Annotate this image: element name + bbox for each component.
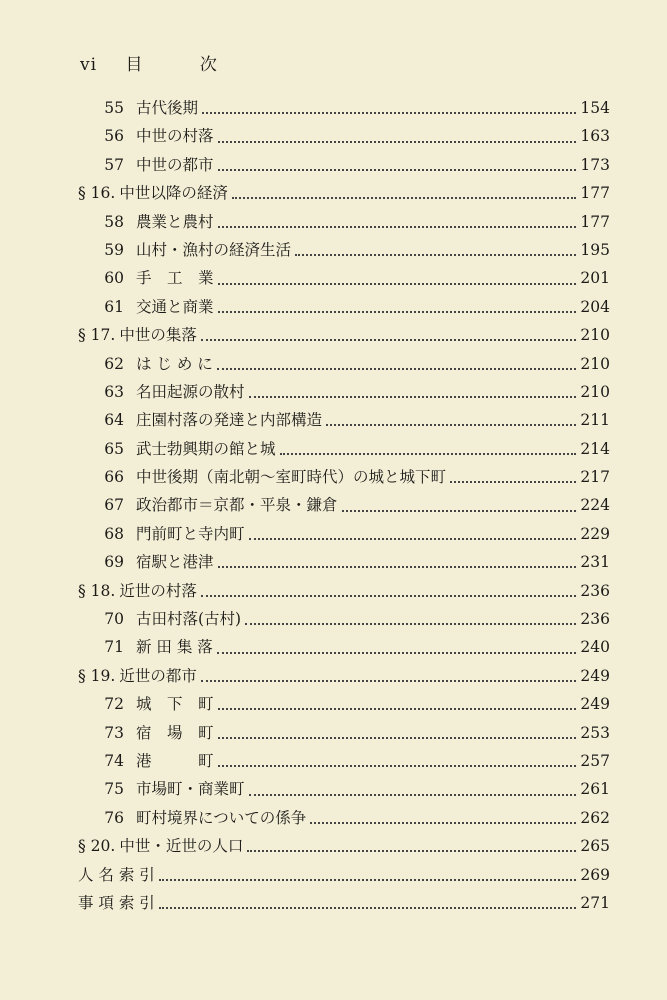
page-reference: 214	[580, 439, 610, 458]
toc-section[interactable]	[78, 323, 610, 351]
dot-leader	[218, 283, 576, 285]
entry-number: 75	[104, 780, 124, 799]
entry-number: 68	[104, 524, 124, 543]
dot-leader	[326, 424, 576, 426]
page-reference: 249	[580, 695, 610, 714]
page-reference: 271	[580, 893, 610, 912]
page-reference: 224	[580, 496, 610, 515]
toc-section[interactable]	[78, 664, 610, 692]
entry-number: 59	[104, 240, 124, 259]
page-reference: 262	[580, 808, 610, 827]
section-number: § 18.	[78, 581, 116, 600]
entry-title: 人 名 索 引	[78, 865, 155, 884]
entry-number: 64	[104, 411, 124, 430]
entry-number: 58	[104, 212, 124, 231]
page-number: vi	[80, 55, 98, 75]
entry-number: 56	[104, 127, 124, 146]
toc-entry[interactable]	[78, 295, 610, 323]
dot-leader	[159, 879, 576, 881]
page-reference: 257	[580, 751, 610, 770]
section-number: § 17.	[78, 326, 116, 345]
page-reference: 211	[580, 411, 610, 430]
entry-title: 手 工 業	[136, 269, 214, 288]
section-number: § 20.	[78, 837, 116, 856]
entry-title: 武士勃興期の館と城	[136, 439, 276, 458]
page-reference: 249	[580, 666, 610, 685]
dot-leader	[217, 368, 576, 370]
entry-number: 76	[104, 808, 124, 827]
entry-title: 古代後期	[136, 99, 199, 117]
dot-leader	[218, 765, 576, 767]
toc-entry[interactable]	[78, 522, 610, 550]
dot-leader	[232, 197, 576, 199]
toc-entry[interactable]	[78, 465, 610, 493]
dot-leader	[202, 112, 576, 114]
entry-title: 中世・近世の人口	[119, 837, 244, 856]
page-reference: 173	[580, 155, 610, 174]
entry-title: 町村境界についての係争	[136, 808, 307, 827]
entry-title: 山村・漁村の経済生活	[136, 240, 292, 259]
toc-entry[interactable]	[78, 238, 610, 266]
entry-number: 63	[104, 382, 124, 401]
toc-section[interactable]	[78, 579, 610, 607]
page-title: 目 次	[125, 55, 243, 75]
page-reference: 269	[580, 865, 610, 884]
entry-number: 72	[104, 695, 124, 714]
toc-entry[interactable]	[78, 635, 610, 663]
page-header	[80, 50, 243, 75]
dot-leader	[218, 141, 576, 143]
entry-title: 中世の集落	[119, 326, 197, 345]
page-reference: 261	[580, 780, 610, 799]
toc-entry[interactable]	[78, 721, 610, 749]
entry-number: 57	[104, 155, 124, 174]
page-reference: 177	[580, 212, 610, 231]
entry-number: 73	[104, 723, 124, 742]
toc-entry[interactable]	[78, 210, 610, 238]
page-reference: 229	[580, 524, 610, 543]
section-number: § 16.	[78, 184, 116, 203]
page-reference: 265	[580, 837, 610, 856]
dot-leader	[201, 680, 576, 682]
page-reference: 240	[580, 638, 610, 657]
entry-title: 中世の村落	[136, 127, 214, 146]
entry-title: 近世の村落	[119, 581, 197, 600]
entry-number: 70	[104, 610, 124, 629]
entry-title: 中世後期（南北朝〜室町時代）の城と城下町	[136, 468, 447, 487]
dot-leader	[249, 538, 576, 540]
dot-leader	[201, 595, 576, 597]
dot-leader	[218, 226, 576, 228]
dot-leader	[217, 652, 576, 654]
entry-number: 74	[104, 751, 124, 770]
entry-number: 60	[104, 269, 124, 288]
toc-entry[interactable]	[78, 437, 610, 465]
section-number: § 19.	[78, 666, 116, 685]
page-reference: 236	[580, 610, 610, 629]
dot-leader	[218, 708, 576, 710]
page-reference: 204	[580, 297, 610, 316]
entry-number: 67	[104, 496, 124, 515]
entry-title: 事 項 索 引	[78, 893, 155, 912]
toc-entry[interactable]	[78, 493, 610, 521]
page-reference: 210	[580, 382, 610, 401]
toc-entry[interactable]	[78, 607, 610, 635]
page-reference: 217	[580, 468, 610, 487]
entry-title: は じ め に	[136, 354, 213, 373]
dot-leader	[310, 822, 576, 824]
entry-number: 69	[104, 553, 124, 572]
page-reference: 253	[580, 723, 610, 742]
toc-index-entry[interactable]	[78, 863, 610, 891]
toc-entry[interactable]	[78, 806, 610, 834]
dot-leader	[218, 311, 576, 313]
dot-leader	[159, 907, 576, 909]
entry-title: 中世の都市	[136, 155, 214, 174]
entry-title: 門前町と寺内町	[136, 524, 245, 543]
toc-section[interactable]	[78, 181, 610, 209]
entry-number: 62	[104, 354, 124, 373]
dot-leader	[295, 254, 576, 256]
toc-entry[interactable]	[78, 153, 610, 181]
page-reference: 236	[580, 581, 610, 600]
entry-title: 庄園村落の発達と内部構造	[136, 411, 323, 430]
table-of-contents	[78, 96, 610, 919]
entry-title: 宿駅と港津	[136, 553, 214, 572]
toc-entry[interactable]	[78, 96, 610, 124]
entry-title: 港 町	[136, 751, 214, 770]
toc-entry[interactable]	[78, 692, 610, 720]
dot-leader	[249, 794, 576, 796]
entry-title: 新 田 集 落	[136, 638, 213, 657]
page-reference: 210	[580, 326, 610, 345]
toc-entry[interactable]	[78, 124, 610, 152]
entry-number: 66	[104, 468, 124, 487]
page-reference: 201	[580, 269, 610, 288]
entry-title: 交通と商業	[136, 297, 214, 316]
dot-leader	[280, 453, 576, 455]
dot-leader	[450, 481, 576, 483]
entry-title: 中世以降の経済	[119, 184, 228, 203]
entry-title: 農業と農村	[136, 212, 214, 231]
page-reference: 154	[580, 99, 610, 117]
dot-leader	[218, 737, 576, 739]
dot-leader	[218, 566, 576, 568]
entry-title: 政治都市＝京都・平泉・鎌倉	[136, 496, 338, 515]
page-reference: 231	[580, 553, 610, 572]
page-reference: 177	[580, 184, 610, 203]
entry-title: 古田村落(古村)	[136, 610, 242, 629]
entry-title: 宿 場 町	[136, 723, 214, 742]
page-reference: 163	[580, 127, 610, 146]
entry-title: 城 下 町	[136, 695, 214, 714]
dot-leader	[247, 850, 576, 852]
entry-number: 71	[104, 638, 124, 657]
entry-number: 55	[104, 99, 124, 117]
entry-title: 近世の都市	[119, 666, 197, 685]
toc-entry[interactable]	[78, 550, 610, 578]
toc-entry[interactable]	[78, 408, 610, 436]
entry-number: 61	[104, 297, 124, 316]
dot-leader	[245, 623, 576, 625]
dot-leader	[342, 510, 576, 512]
toc-entry[interactable]	[78, 380, 610, 408]
toc-entry[interactable]	[78, 266, 610, 294]
toc-index-entry[interactable]	[78, 891, 610, 919]
entry-title: 名田起源の散村	[136, 382, 245, 401]
page-reference: 195	[580, 240, 610, 259]
toc-entry[interactable]	[78, 352, 610, 380]
toc-entry[interactable]	[78, 777, 610, 805]
dot-leader	[218, 169, 576, 171]
toc-section[interactable]	[78, 834, 610, 862]
page-reference: 210	[580, 354, 610, 373]
entry-title: 市場町・商業町	[136, 780, 245, 799]
dot-leader	[249, 396, 576, 398]
toc-entry[interactable]	[78, 749, 610, 777]
dot-leader	[201, 339, 576, 341]
entry-number: 65	[104, 439, 124, 458]
